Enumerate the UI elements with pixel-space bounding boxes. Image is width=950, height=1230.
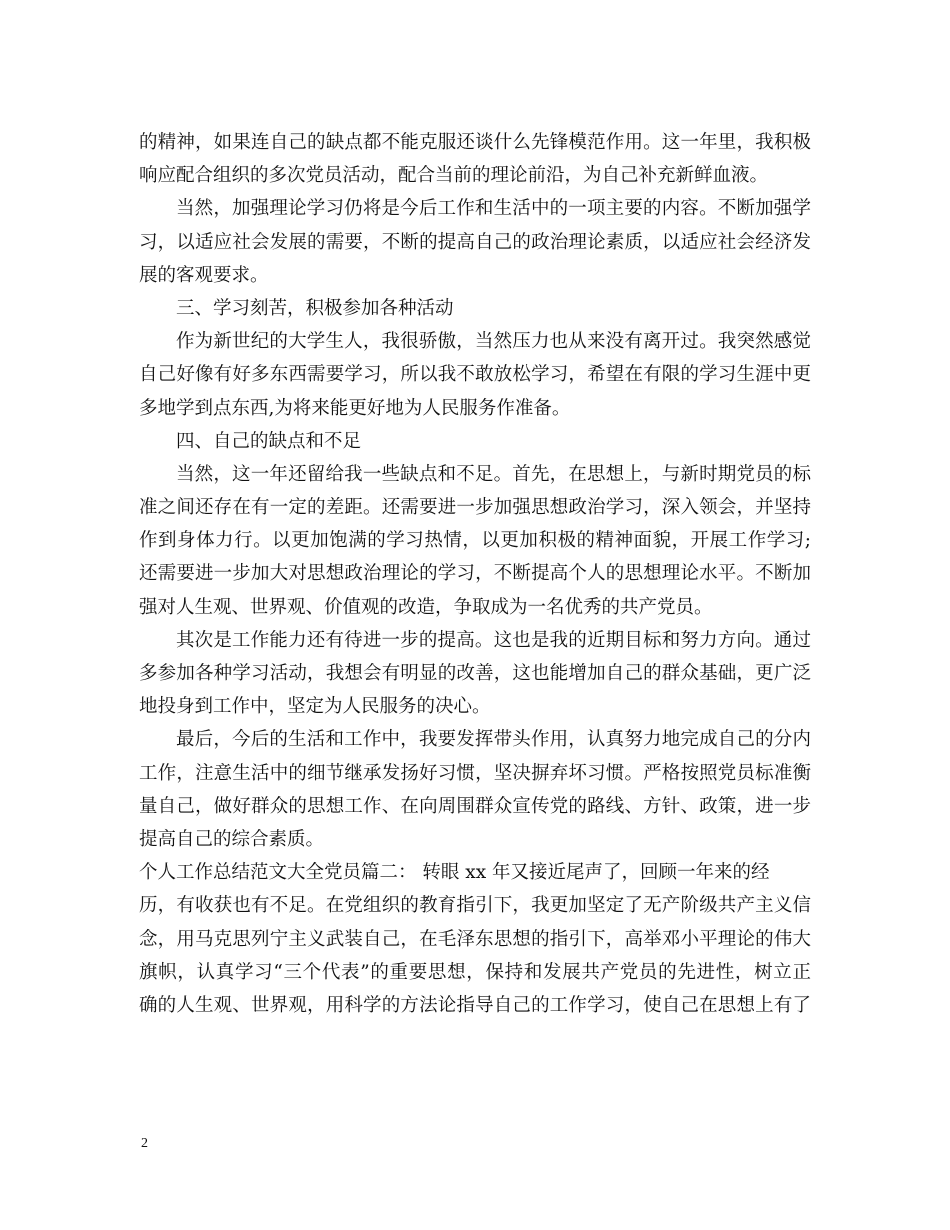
text-line: 最后，今后的生活和工作中，我要发挥带头作用，认真努力地完成自己的分内: [176, 729, 811, 751]
page-number: 2: [141, 1136, 148, 1151]
text-line: 准之间还存在有一定的差距。还需要进一步加强思想政治学习，深入领会，并坚持: [139, 497, 811, 519]
text-line: 提高自己的综合素质。: [139, 828, 325, 850]
document-body: [139, 126, 811, 1022]
text-line: 地投身到工作中，坚定为人民服务的决心。: [139, 696, 491, 718]
text-line: 确的人生观、世界观，用科学的方法论指导自己的工作学习，使自己在思想上有了: [139, 994, 811, 1016]
text-line: 作到身体力行。以更加饱满的学习热情，以更加积极的精神面貌，开展工作学习;: [139, 530, 811, 552]
text-line: 工作，注意生活中的细节继承发扬好习惯，坚决摒弃坏习惯。严格按照党员标准衡: [139, 762, 811, 784]
text-line: 历，有收获也有不足。在党组织的教育指引下，我更加坚定了无产阶级共产主义信: [139, 895, 811, 917]
text-line: 量自己，做好群众的思想工作、在向周围群众宣传党的路线、方针、政策，进一步: [139, 795, 811, 817]
text-line: 自己好像有好多东西需要学习，所以我不敢放松学习，希望在有限的学习生涯中更: [139, 364, 811, 386]
text-line: 作为新世纪的大学生人，我很骄傲，当然压力也从来没有离开过。我突然感觉: [176, 331, 811, 353]
text-line: 当然，加强理论学习仍将是今后工作和生活中的一项主要的内容。不断加强学: [176, 198, 811, 220]
text-line: 的精神，如果连自己的缺点都不能克服还谈什么先锋模范作用。这一年里，我积极: [139, 132, 811, 153]
text-line: 习，以适应社会发展的需要，不断的提高自己的政治理论素质，以适应社会经济发: [139, 231, 811, 253]
text-line: 旗帜，认真学习“三个代表”的重要思想，保持和发展共产党员的先进性，树立正: [139, 961, 811, 983]
text-line: 念，用马克思列宁主义武装自己，在毛泽东思想的指引下，高举邓小平理论的伟大: [139, 928, 811, 950]
text-line: 三、学习刻苦，积极参加各种活动: [176, 297, 454, 319]
text-line: 个人工作总结范文大全党员篇二： 转眼 xx 年又接近尾声了，回顾一年来的经: [139, 862, 770, 884]
text-line: 多地学到点东西,为将来能更好地为人民服务作准备。: [139, 397, 571, 419]
text-line: 强对人生观、世界观、价值观的改造，争取成为一名优秀的共产党员。: [139, 596, 713, 618]
text-line: 其次是工作能力还有待进一步的提高。这也是我的近期目标和努力方向。通过: [176, 629, 811, 651]
text-line: 四、自己的缺点和不足: [176, 430, 362, 452]
text-line: 当然，这一年还留给我一些缺点和不足。首先，在思想上，与新时期党员的标: [176, 463, 811, 485]
text-line: 展的客观要求。: [139, 264, 269, 286]
text-line: 多参加各种学习活动，我想会有明显的改善，这也能增加自己的群众基础，更广泛: [139, 663, 811, 684]
text-line: 响应配合组织的多次党员活动，配合当前的理论前沿，为自己补充新鲜血液。: [139, 165, 769, 187]
text-line: 还需要进一步加大对思想政治理论的学习，不断提高个人的思想理论水平。不断加: [139, 563, 811, 585]
